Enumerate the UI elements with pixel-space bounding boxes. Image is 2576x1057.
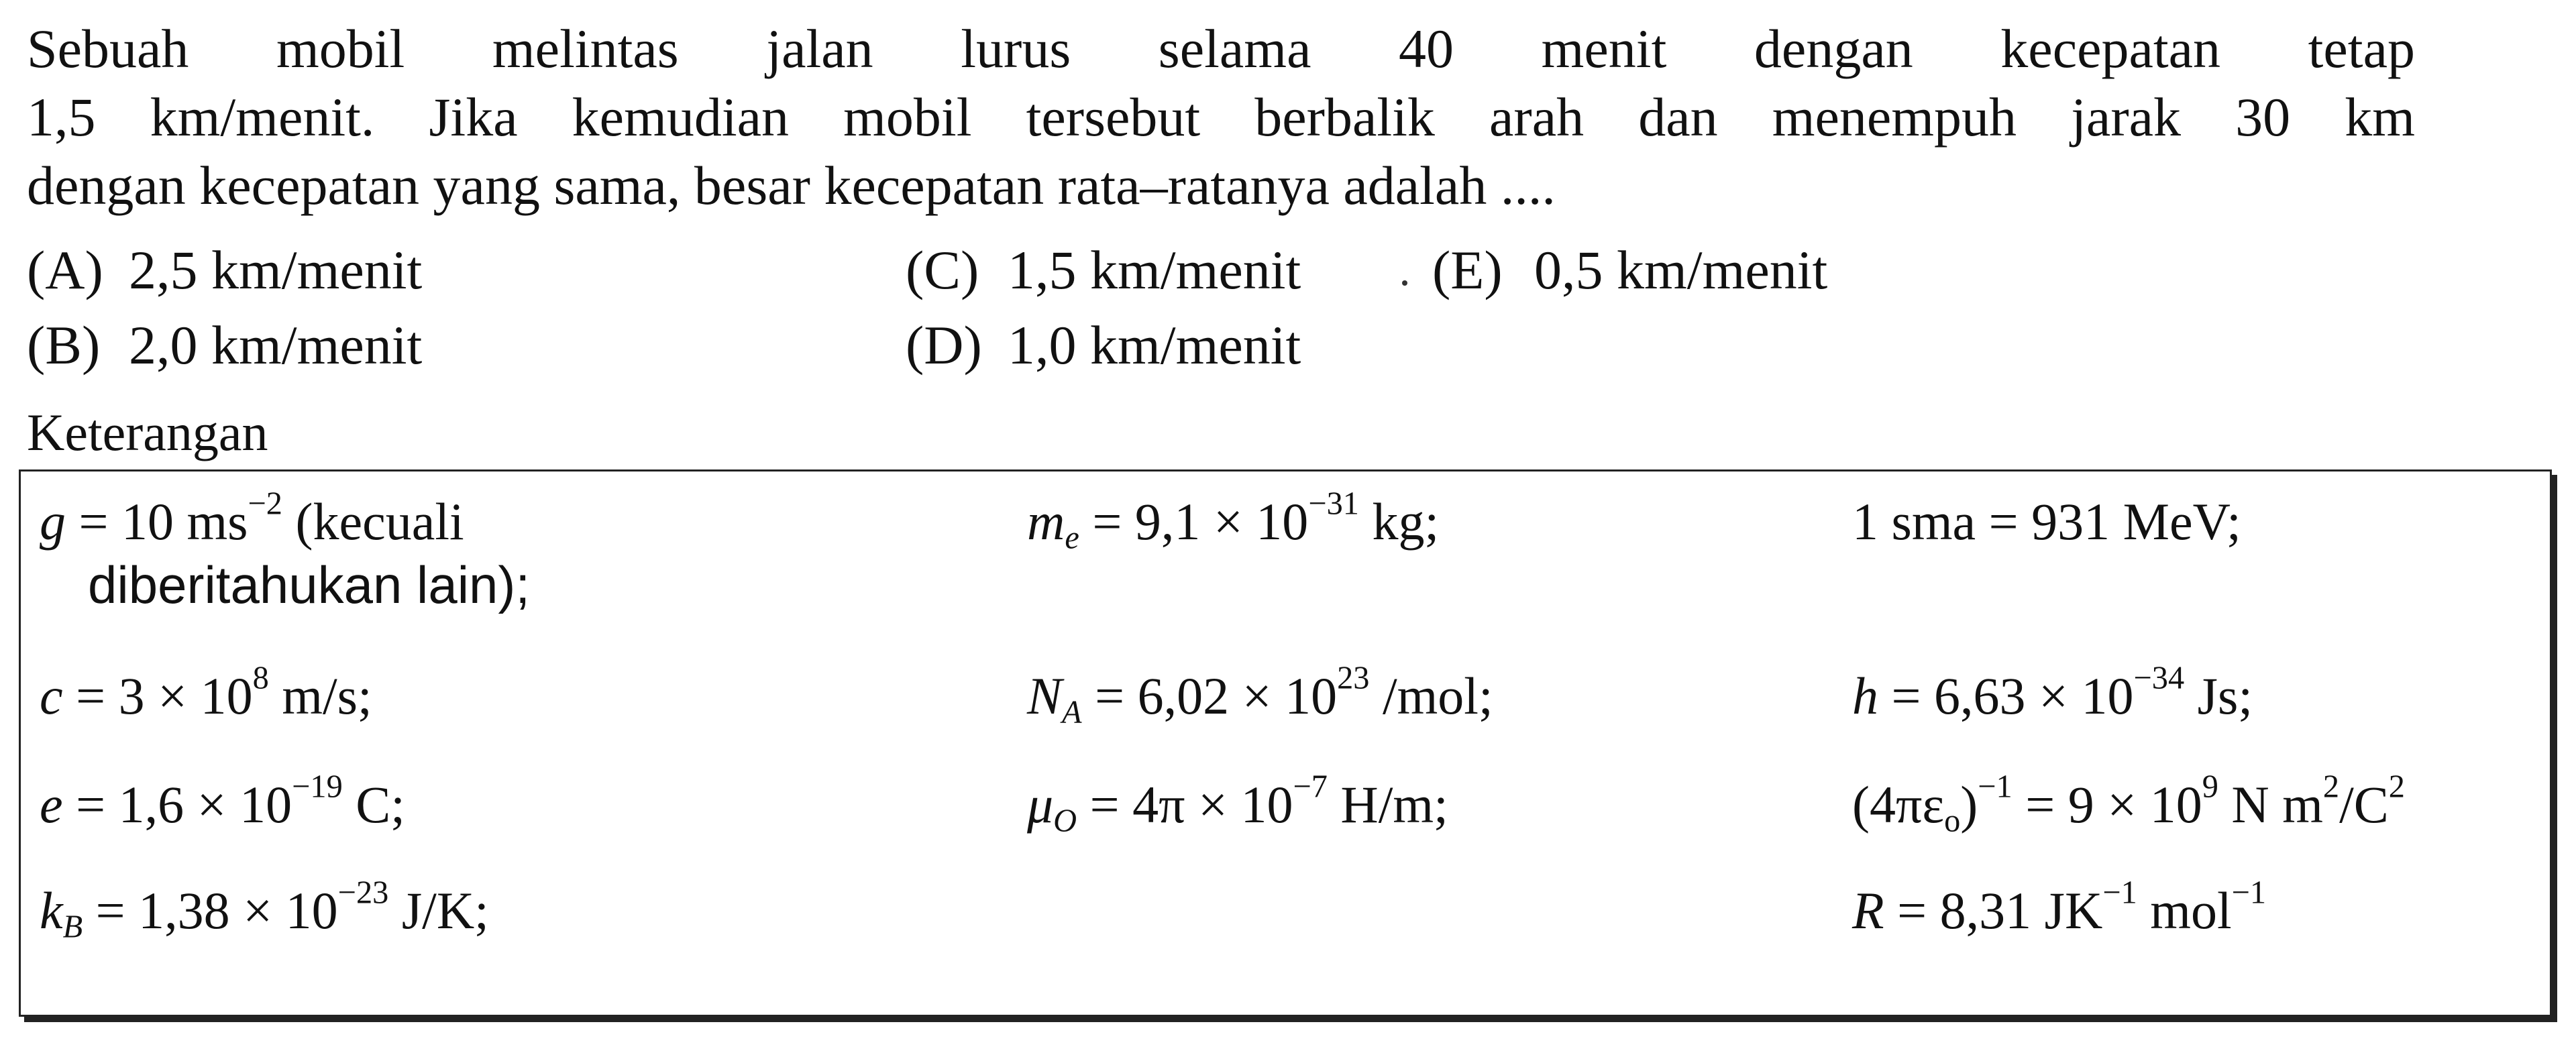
option-b[interactable] — [27, 314, 422, 377]
option-letter: (C) — [906, 239, 979, 300]
const-mu0-value: 4π × 10 — [1132, 775, 1293, 834]
const-e-value: 1,6 × 10 — [118, 775, 292, 834]
question-line-3: dengan kecepatan yang sama, besar kecepatan rata–ratanya adalah .... — [27, 155, 1556, 216]
const-kb: $k_B = 1,38 \times 10^{-23}$ J/K; — [40, 875, 489, 945]
const-g-exp: −2 — [248, 486, 282, 522]
const-na-sub: A — [1062, 694, 1082, 730]
const-h-symbol: h — [1852, 667, 1878, 725]
option-text: 1,5 km/menit — [1008, 239, 1301, 300]
const-g-note2: diberitahukan lain); — [88, 555, 531, 614]
const-mu0-sub: O — [1053, 803, 1077, 839]
const-na: $N_A = 6,02 \times 10^{23}$ /mol; — [1027, 660, 1493, 730]
const-g-note: (kecuali — [282, 492, 464, 551]
answer-options — [27, 239, 2509, 376]
option-c[interactable] — [906, 239, 1301, 302]
const-kb-sub: B — [62, 909, 83, 945]
option-a[interactable] — [27, 239, 422, 302]
const-k — [1852, 769, 2405, 839]
const-r: R = 8,31 $JK^{-1}$ mol$^{-1}$ — [1852, 875, 2267, 940]
const-k-exp4: 2 — [2388, 769, 2405, 805]
option-letter: (E) — [1432, 239, 1503, 300]
const-me-symbol: m — [1027, 492, 1065, 551]
const-mu0-exp: −7 — [1293, 769, 1328, 805]
const-me: $m_e = 9,1 \times 10^{-31}$ kg; — [1027, 486, 1440, 556]
const-e-unit: C; — [342, 775, 405, 834]
const-e: $e = 1,6 \times 10^{-19}$ C; — [40, 769, 405, 834]
const-h-unit: Js; — [2184, 667, 2253, 725]
const-na-unit: /mol; — [1369, 667, 1493, 725]
const-mu0-symbol: μ — [1027, 775, 1054, 834]
const-r-unit: mol — [2137, 881, 2232, 940]
const-mu0-unit: H/m; — [1327, 775, 1448, 834]
const-h-exp: −34 — [2133, 660, 2185, 696]
const-r-symbol: R — [1852, 881, 1884, 940]
const-c: $c = 3 \times 10^8$ m/s; — [40, 660, 372, 725]
const-me-value: 9,1 × 10 — [1134, 492, 1309, 551]
const-kb-symbol: k — [40, 881, 63, 940]
const-me-exp: −31 — [1308, 486, 1359, 522]
const-e-symbol: e — [40, 775, 63, 834]
question-text — [27, 15, 2415, 220]
const-k-post: ) — [1960, 775, 1978, 834]
question-line-2: 1,5 km/menit. Jika kemudian mobil tersebut berbalik arah dan menempuh jarak 30 km — [27, 87, 2415, 148]
const-sma — [1852, 492, 2241, 552]
option-letter: (B) — [27, 315, 101, 376]
const-k-value: = 9 × 10 — [2012, 775, 2202, 834]
const-r-exp: −1 — [2102, 875, 2137, 911]
const-kb-unit: J/K; — [388, 881, 489, 940]
constants-caption: Keterangan — [27, 403, 268, 461]
const-kb-exp: −23 — [337, 875, 389, 911]
stray-dot — [1402, 280, 1407, 286]
option-text: 1,0 km/menit — [1008, 315, 1301, 376]
const-g-note-line2 — [88, 555, 530, 616]
const-na-exp: 23 — [1337, 660, 1370, 696]
const-r-exp2: −1 — [2231, 875, 2267, 911]
const-h-value: 6,63 × 10 — [1934, 667, 2134, 725]
option-text: 0,5 km/menit — [1534, 239, 1828, 300]
const-na-symbol: N — [1027, 667, 1063, 725]
constants-box — [19, 469, 2552, 1017]
const-g-symbol: g — [40, 492, 66, 551]
const-k-sub: o — [1944, 803, 1961, 839]
const-k-unit: N m — [2218, 775, 2323, 834]
const-c-value: 3 × 10 — [118, 667, 253, 725]
const-sma-text: 1 sma = 931 MeV; — [1852, 492, 2241, 551]
const-kb-value: 1,38 × 10 — [138, 881, 338, 940]
const-k-exp2: 9 — [2202, 769, 2218, 805]
option-letter: (D) — [906, 315, 982, 376]
option-text: 2,5 km/menit — [129, 239, 423, 300]
const-e-exp: −19 — [292, 769, 343, 805]
const-c-symbol: c — [40, 667, 63, 725]
const-k-exp3: 2 — [2322, 769, 2340, 805]
const-na-value: 6,02 × 10 — [1137, 667, 1338, 725]
question-line-1: Sebuah mobil melintas jalan lurus selama 40 menit dengan kecepatan tetap — [27, 18, 2415, 79]
option-d[interactable] — [906, 314, 1301, 377]
const-h: $h = 6,63 \times 10^{-34}$ Js; — [1852, 660, 2253, 725]
const-k-exp: −1 — [1978, 769, 2012, 805]
const-k-unit2: /C — [2339, 775, 2389, 834]
const-me-unit: kg; — [1358, 492, 1440, 551]
option-letter: (A) — [27, 239, 103, 300]
option-e[interactable] — [1432, 239, 1827, 302]
const-g-value: 10 ms — [121, 492, 248, 551]
const-c-unit: m/s; — [268, 667, 372, 725]
const-k-pre: (4πε — [1852, 775, 1945, 834]
const-c-exp: 8 — [252, 660, 269, 696]
const-g: g = 10 $ms^{-2}$ (kecuali — [40, 486, 464, 551]
const-r-value: 8,31 JK — [1939, 881, 2103, 940]
const-mu0: $\mu_O = 4\pi \times 10^{-7}$ H/m; — [1027, 769, 1448, 839]
option-text: 2,0 km/menit — [129, 315, 423, 376]
const-me-sub: e — [1065, 520, 1079, 556]
